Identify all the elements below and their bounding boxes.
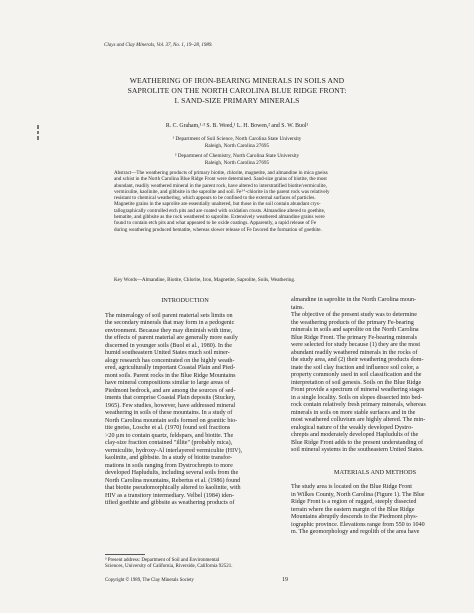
journal-citation: Clays and Clay Minerals, Vol. 37, No. 1, 19–28, 1989. bbox=[104, 43, 213, 48]
body-line: soil mineral systems in the southeastern United States. bbox=[291, 447, 424, 453]
body-line: kaolinite, and gibbsite. In a study of biotite transfor- bbox=[105, 455, 233, 461]
body-line: m. The geomorphology and regolith of the area have bbox=[291, 529, 420, 535]
body-line: iographic province. Elevations range from 550 to 1040 bbox=[291, 521, 425, 528]
footnote-line: ³ Present address: Department of Soil and Environmental bbox=[105, 558, 220, 563]
footnote-line: Sciences, University of California, Riverside, California 92521. bbox=[105, 564, 233, 570]
left-column-body bbox=[105, 313, 265, 508]
affiliation-line: ¹ Department of Soil Science, North Carolina State University bbox=[172, 136, 302, 142]
title-line: WEATHERING OF IRON-BEARING MINERALS IN SOILS AND bbox=[129, 76, 345, 85]
body-line: were selected for study because (1) they are the most bbox=[291, 342, 421, 348]
body-line: in a single locality. Soils on slopes dissected into bed- bbox=[291, 394, 423, 401]
scan-mark bbox=[37, 125, 39, 129]
body-line: the secondary minerals that may form in a pedogenic bbox=[105, 320, 235, 326]
title-line: I. SAND-SIZE PRIMARY MINERALS bbox=[174, 95, 300, 105]
right-column-body-bottom bbox=[291, 484, 459, 537]
body-line: HIV as a transitory intermediary. Velbel (1984) iden- bbox=[105, 492, 235, 499]
body-line: rock contain relatively fresh primary minerals, whereas bbox=[291, 402, 426, 408]
body-line: the weathering products of the primary Fe-bearing bbox=[291, 319, 414, 326]
title-line: SAPROLITE ON THE NORTH CAROLINA BLUE RIDGE FRONT: bbox=[127, 85, 347, 95]
body-line: eralogical nature of the weakly developed Dystro- bbox=[291, 424, 414, 431]
abstract-line: during weathering produced hematite, whereas slower release of Fe favored the formation of goethite. bbox=[114, 226, 322, 233]
body-line: Ridge Front is a region of rugged, steeply dissected bbox=[291, 499, 417, 505]
footnote bbox=[105, 558, 232, 570]
body-line: minerals in soils on more stable surfaces and in the bbox=[291, 409, 416, 416]
body-line: environment. Because they may diminish with time, bbox=[105, 327, 233, 334]
section-heading-introduction: INTRODUCTION bbox=[161, 297, 209, 304]
body-line: tains. bbox=[291, 304, 305, 311]
body-line: terrain where the eastern margin of the Blue Ridge bbox=[291, 506, 415, 513]
author-list: R. C. Graham,¹·³ S. B. Weed,¹ L. H. Bowen,² and S. W. Buol¹ bbox=[165, 123, 309, 129]
abstract-line: hematite, and gibbsite as the rock weathered to saprolite. Extensively weathered almandine grains were bbox=[114, 214, 325, 221]
body-line: tite gneiss, Losche et al. (1970) found soil fractions bbox=[105, 425, 231, 431]
body-line: developed Hapludults, including several soils from the bbox=[105, 470, 239, 476]
copyright: Copyright © 1989, The Clay Minerals Society bbox=[105, 578, 194, 583]
body-line: inate the soil clay fraction and influence soil color, a bbox=[291, 364, 419, 371]
body-line: in Wilkes County, North Carolina (Figure 1). The Blue bbox=[291, 491, 425, 498]
body-line: Front provide a spectrum of mineral weathering stages bbox=[291, 387, 425, 393]
abstract-line: Abstract—The weathering products of primary biotite, chlorite, magnetite, and almandine in mica gneiss bbox=[114, 170, 328, 176]
body-line: chrepts and moderately developed Hapludults of the bbox=[291, 432, 419, 438]
body-line: humid southeastern United States much soil miner- bbox=[105, 350, 230, 356]
footnote-rule bbox=[105, 554, 145, 555]
body-line: The study area is located on the Blue Ridge Front bbox=[291, 484, 413, 490]
page-number: 19 bbox=[282, 577, 288, 583]
body-line: interpretation of soil genesis. Soils on the Blue Ridge bbox=[291, 379, 422, 386]
abstract-line: found to contain etch pits and what appeared to be oxide coatings. Apparently, a rapid release of Fe bbox=[114, 220, 317, 227]
body-line: Mountains abruptly descends to the Piedmont phys- bbox=[291, 514, 418, 520]
abstract-line: abundant, readily weathered mineral in the parent rock, have altered to interstratified biotite/vermiculite, bbox=[114, 182, 327, 189]
body-line: mations in soils ranging from Dystrochrepts to more bbox=[105, 462, 233, 469]
abstract bbox=[114, 170, 364, 233]
body-line: abundant readily weathered minerals in the rocks of bbox=[291, 349, 418, 356]
body-line: most weathered colluvium are highly altered. The min- bbox=[291, 417, 426, 423]
affiliation-line: ² Department of Chemistry, North Carolina State University bbox=[174, 153, 300, 159]
affiliation-1 bbox=[80, 136, 394, 149]
body-line: discerned in younger soils (Buol et al., 1980). In the bbox=[105, 342, 232, 349]
body-line: Blue Ridge Front adds to the present understanding of bbox=[291, 439, 424, 446]
right-column bbox=[291, 297, 459, 537]
abstract-line: tallographically controlled etch pits and are coated with oxidation crusts. Almandine altered to goethite, bbox=[114, 207, 326, 214]
body-line: weathering in soils of these mountains. In a study of bbox=[105, 410, 233, 416]
body-line: 1965). Few studies, however, have addressed mineral bbox=[105, 402, 236, 409]
body-line: Blue Ridge Front. The primary Fe-bearing minerals bbox=[291, 334, 417, 341]
body-line: the effects of parent material are generally more easily bbox=[105, 335, 238, 341]
abstract-line: Magnetite grains in the saprolite are essentially unaltered, but those in the soil contain abundant crys- bbox=[114, 201, 321, 208]
body-line: property commonly used in soil classification and the bbox=[291, 372, 422, 378]
body-line: tified goethite and gibbsite as weathering products of bbox=[105, 500, 235, 506]
body-line: iments that comprise Coastal Plain deposits (Stuckey, bbox=[105, 395, 236, 401]
abstract-line: and schist in the North Carolina Blue Ridge Front were determined. Sand-size grains of biotite, the most bbox=[114, 176, 327, 183]
left-column bbox=[105, 297, 265, 508]
section-heading-materials-methods: MATERIALS AND METHODS bbox=[333, 468, 417, 476]
body-line: North Carolina mountains, Rebertus et al. (1986) found bbox=[105, 477, 241, 484]
body-line: alogy research has concentrated on the highly weath- bbox=[105, 357, 235, 364]
margin-scan-marks bbox=[37, 123, 47, 142]
paper-title bbox=[80, 76, 394, 105]
body-line: clay-size fraction contained "illite" (probably mica), bbox=[105, 440, 233, 446]
body-line: mont soils. Parent rocks in the Blue Ridge Mountains bbox=[105, 372, 236, 379]
affiliation-2 bbox=[80, 153, 394, 166]
body-line: The objective of the present study was to determine bbox=[291, 312, 417, 318]
body-line: ered, agriculturally important Coastal Plain and Pied- bbox=[105, 365, 236, 371]
body-line: minerals in soils and saprolite on the North Carolina bbox=[291, 327, 419, 333]
body-line: have mineral compositions similar to large areas of bbox=[105, 380, 230, 386]
abstract-line: vermiculite, kaolinite, and gibbsite in the saprolite and soil. Fe²⁺-chlorite in the parent rock was relatively bbox=[114, 188, 330, 195]
body-line: the study area, and (2) their weathering products dom- bbox=[291, 357, 424, 363]
affiliation-line: Raleigh, North Carolina 27695 bbox=[204, 142, 270, 149]
keywords: Key Words—Almandine, Biotite, Chlorite, Iron, Magnetite, Saprolite, Soils, Weathering. bbox=[114, 277, 296, 283]
body-line: vermiculite, hydroxy-Al interlayered vermiculite (HIV), bbox=[105, 447, 243, 454]
abstract-line: resistant to chemical weathering, which appears to be confined to the external surfaces of particles. bbox=[114, 195, 316, 202]
body-line: Piedmont bedrock, and are among the sources of sed- bbox=[105, 387, 236, 394]
body-line: >20 µm to contain quartz, feldspars, and biotite. The bbox=[105, 432, 234, 439]
body-line: The mineralogy of soil parent material sets limits on bbox=[105, 312, 233, 319]
affiliation-line: Raleigh, North Carolina 27695 bbox=[204, 159, 270, 166]
body-line: that biotite pseudomorphically altered to kaolinite, with bbox=[105, 485, 241, 491]
right-column-body-top bbox=[291, 297, 459, 455]
body-line: North Carolina mountain soils formed on granitic bio- bbox=[105, 417, 238, 424]
scan-mark bbox=[37, 136, 39, 140]
body-line: almandine in saprolite in the North Carolina moun- bbox=[291, 297, 417, 303]
scan-mark bbox=[37, 131, 39, 134]
